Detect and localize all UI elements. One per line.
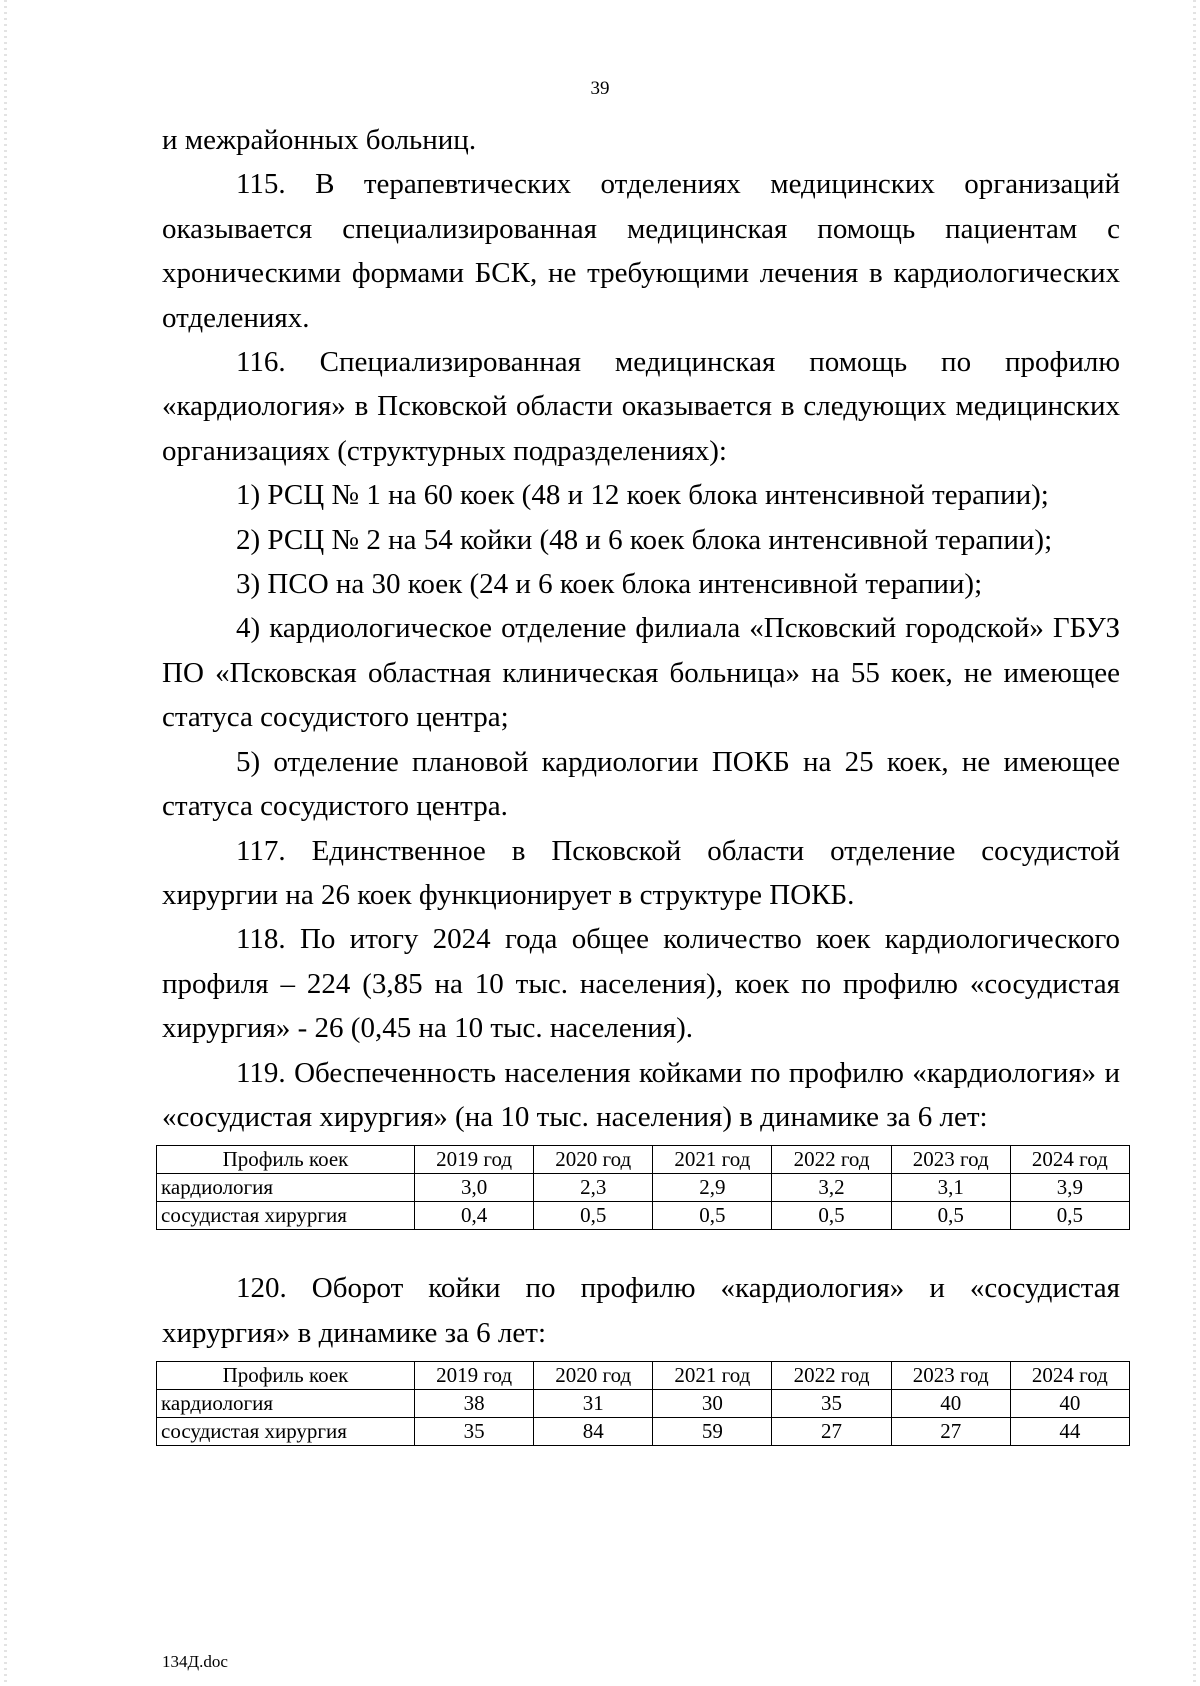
column-header: Профиль коек — [157, 1146, 415, 1174]
column-header: 2023 год — [891, 1362, 1010, 1390]
table-row — [157, 1418, 1130, 1446]
paragraph-118: 118. По итогу 2024 года общее количество коек кардиологического профиля – 224 (3,85 на 10 тыс. населения), коек по профилю «сосудистая хирургия» - 26 (0,45 на 10 тыс. населения). — [162, 923, 1120, 1045]
table-row — [157, 1174, 1130, 1202]
document-body — [162, 118, 1120, 1446]
table-cell: 40 — [1010, 1390, 1129, 1418]
table-cell: 27 — [891, 1418, 1010, 1446]
column-header: 2020 год — [534, 1146, 653, 1174]
section-gap — [162, 1230, 1120, 1266]
column-header: Профиль коек — [157, 1362, 415, 1390]
bed-provision-table — [156, 1145, 1130, 1230]
row-label: сосудистая хирургия — [157, 1202, 415, 1230]
table-cell: 59 — [653, 1418, 772, 1446]
table-cell: 38 — [415, 1390, 534, 1418]
table-cell: 3,2 — [772, 1174, 891, 1202]
table-cell: 0,5 — [534, 1202, 653, 1230]
column-header: 2019 год — [415, 1362, 534, 1390]
table-cell: 0,5 — [891, 1202, 1010, 1230]
table-cell: 3,9 — [1010, 1174, 1129, 1202]
table-cell: 35 — [415, 1418, 534, 1446]
table-cell: 0,5 — [1010, 1202, 1129, 1230]
paragraph-continuation: и межрайонных больниц. — [162, 124, 477, 156]
bed-turnover-table — [156, 1361, 1130, 1446]
table-cell: 3,1 — [891, 1174, 1010, 1202]
table-row — [157, 1202, 1130, 1230]
paragraph-120: 120. Оборот койки по профилю «кардиология» и «сосудистая хирургия» в динамике за 6 лет: — [162, 1272, 1120, 1349]
table-cell: 0,4 — [415, 1202, 534, 1230]
scan-right-edge — [1193, 0, 1196, 1686]
table-cell: 44 — [1010, 1418, 1129, 1446]
column-header: 2021 год — [653, 1362, 772, 1390]
file-name-footer: 134Д.doc — [162, 1652, 228, 1671]
column-header: 2024 год — [1010, 1146, 1129, 1174]
list-item-1: 1) РСЦ № 1 на 60 коек (48 и 12 коек блока интенсивной терапии); — [236, 479, 1049, 512]
column-header: 2022 год — [772, 1362, 891, 1390]
paragraph-115: 115. В терапевтических отделениях медицинских организаций оказывается специализированная медицинская помощь пациентам с хроническими формами БСК, не требующими лечения в кардиологических отделениях. — [162, 168, 1120, 334]
paragraph-116: 116. Специализированная медицинская помощь по профилю «кардиология» в Псковской области оказывается в следующих медицинских организациях (структурных подразделениях): — [162, 346, 1120, 467]
table-header-row — [157, 1146, 1130, 1174]
table-cell: 40 — [891, 1390, 1010, 1418]
scan-left-edge — [4, 0, 7, 1686]
row-label: кардиология — [157, 1174, 415, 1202]
list-item-3: 3) ПСО на 30 коек (24 и 6 коек блока интенсивной терапии); — [236, 568, 983, 601]
table-cell: 30 — [653, 1390, 772, 1418]
list-item-2: 2) РСЦ № 2 на 54 койки (48 и 6 коек блока интенсивной терапии); — [236, 523, 1053, 556]
table-cell: 2,3 — [534, 1174, 653, 1202]
column-header: 2020 год — [534, 1362, 653, 1390]
column-header: 2021 год — [653, 1146, 772, 1174]
paragraph-119: 119. Обеспеченность населения койками по профилю «кардиология» и «сосудистая хирургия» (на 10 тыс. населения) в динамике за 6 лет: — [162, 1056, 1120, 1133]
row-label: сосудистая хирургия — [157, 1418, 415, 1446]
column-header: 2023 год — [891, 1146, 1010, 1174]
table-cell: 27 — [772, 1418, 891, 1446]
table-cell: 2,9 — [653, 1174, 772, 1202]
table-cell: 3,0 — [415, 1174, 534, 1202]
page-number: 39 — [590, 78, 610, 99]
table-cell: 0,5 — [653, 1202, 772, 1230]
table-row — [157, 1390, 1130, 1418]
row-label: кардиология — [157, 1390, 415, 1418]
table-cell: 84 — [534, 1418, 653, 1446]
table-cell: 35 — [772, 1390, 891, 1418]
column-header: 2024 год — [1010, 1362, 1129, 1390]
list-item-4: 4) кардиологическое отделение филиала «Псковский городской» ГБУЗ ПО «Псковская областная клиническая больница» на 55 коек, не имеющее статуса сосудистого центра; — [162, 612, 1120, 734]
table-cell: 31 — [534, 1390, 653, 1418]
table-cell: 0,5 — [772, 1202, 891, 1230]
table-header-row — [157, 1362, 1130, 1390]
paragraph-117: 117. Единственное в Псковской области отделение сосудистой хирургии на 26 коек функционирует в структуре ПОКБ. — [162, 834, 1120, 911]
column-header: 2019 год — [415, 1146, 534, 1174]
list-item-5: 5) отделение плановой кардиологии ПОКБ на 25 коек, не имеющее статуса сосудистого центра. — [162, 745, 1120, 823]
column-header: 2022 год — [772, 1146, 891, 1174]
